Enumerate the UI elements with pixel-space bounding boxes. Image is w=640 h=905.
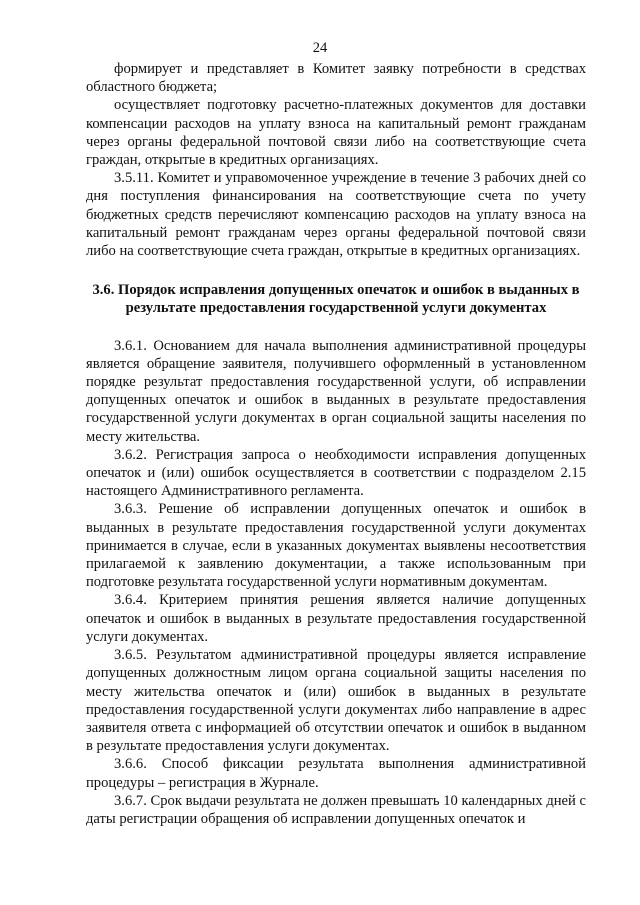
paragraph-3-6-3: 3.6.3. Решение об исправлении допущенных опечаток и ошибок в выданных в результате предоставления государственной услуги документах принимается в случае, если в указанных документах выявлены несоответствия прилагаемой к заявлению документации, а также использованным при подготовке результата государственной услуги нормативным документам. <box>86 501 586 591</box>
paragraph-before-2: осуществляет подготовку расчетно-платежных документов для доставки компенсации расходов на уплату взноса на капитальный ремонт гражданам через органы федеральной почтовой связи либо на соответствующие счета граждан, открытые в кредитных организациях. <box>86 97 586 169</box>
section-heading-3-6: 3.6. Порядок исправления допущенных опечаток и ошибок в выданных в результате предоставления государственной услуги документах <box>92 282 580 317</box>
paragraph-before-1: формирует и представляет в Комитет заявку потребности в средствах областного бюджета; <box>86 61 586 96</box>
paragraph-3-6-7: 3.6.7. Срок выдачи результата не должен превышать 10 календарных дней с даты регистрации обращения об исправлении допущенных опечаток и <box>86 792 586 827</box>
paragraph-3-6-2: 3.6.2. Регистрация запроса о необходимости исправления допущенных опечаток и (или) ошибок осуществляется в соответствии с подразделом 2.15 настоящего Административного регламента. <box>86 446 586 500</box>
paragraph-3-5-11: 3.5.11. Комитет и управомоченное учреждение в течение 3 рабочих дней со дня поступления финансирования на соответствующие счета по учету бюджетных средств перечисляют компенсацию расходов на уплату взноса на капитальный ремонт гражданам через органы федеральной почтовой связи либо на соответствующие счета граждан, открытые в кредитных организациях. <box>86 170 586 260</box>
paragraph-3-6-5: 3.6.5. Результатом административной процедуры является исправление допущенных должностным лицом органа социальной защиты населения по месту жительства опечаток и (или) ошибок в выданных в результате предоставления государственной услуги документах либо направление в адрес заявителя ответа с информацией об отсутствии опечаток и ошибок в выданном в результате предоставления услуги документах. <box>86 647 586 755</box>
paragraph-3-6-4: 3.6.4. Критерием принятия решения является наличие допущенных опечаток и ошибок в выданных в результате предоставления государственной услуги документах. <box>86 592 586 645</box>
document-body <box>86 60 586 828</box>
page-number: 24 <box>312 40 328 56</box>
paragraph-3-6-6: 3.6.6. Способ фиксации результата выполнения административной процедуры – регистрация в Журнале. <box>86 756 586 791</box>
paragraph-3-6-1: 3.6.1. Основанием для начала выполнения административной процедуры является обращение заявителя, получившего оформленный в установленном порядке результат предоставления государственной услуги, об исправлении допущенных опечаток и ошибок в выданных в результате предоставления государственной услуги документах в орган социальной защиты населения по месту жительства. <box>86 337 586 445</box>
